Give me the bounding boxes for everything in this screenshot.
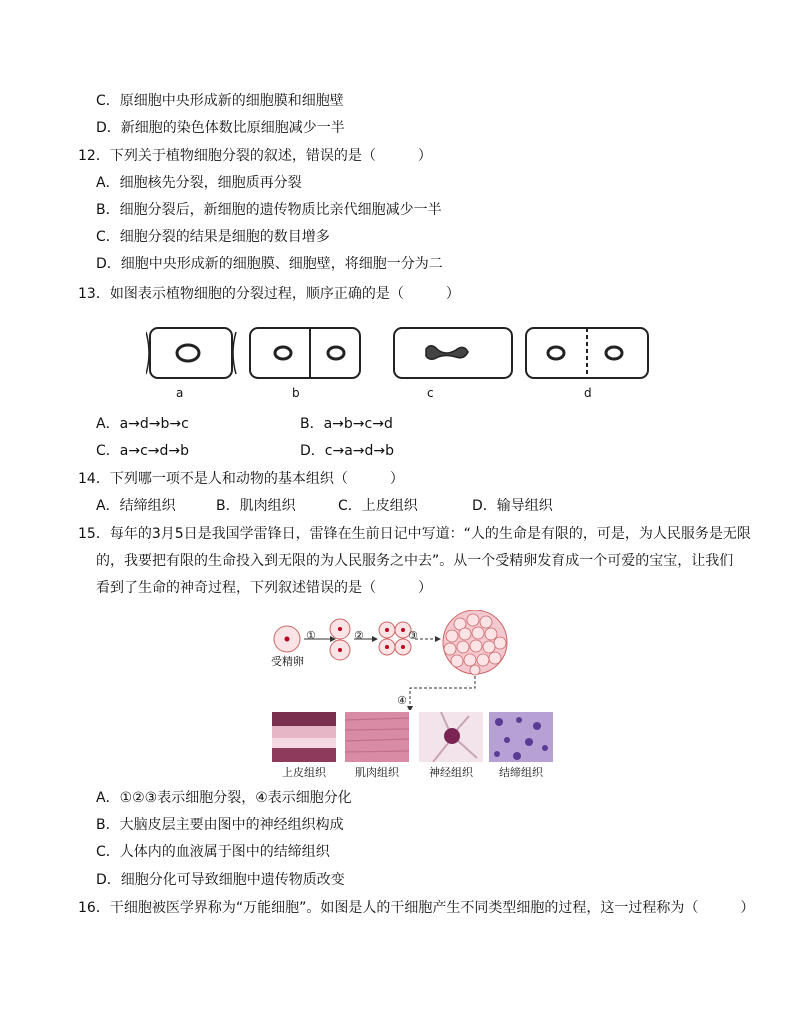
- q15-stem-line3: 看到了生命的神奇过程，下列叙述错误的是（ ）: [96, 580, 432, 596]
- q13-option-b: B．a→b→c→d: [300, 416, 393, 432]
- q12-stem: 12．下列关于植物细胞分裂的叙述，错误的是（ ）: [78, 148, 432, 164]
- q11-option-c: C．原细胞中央形成新的细胞膜和细胞壁: [96, 93, 344, 109]
- muscle-tissue-label: 肌肉组织: [355, 766, 399, 779]
- q14-option-a: A．结缔组织: [96, 498, 176, 514]
- q14-stem: 14．下列哪一项不是人和动物的基本组织（ ）: [78, 471, 404, 487]
- cell-b: [250, 328, 360, 378]
- step-2-label: ②: [354, 629, 364, 642]
- q11-option-d: D．新细胞的染色体数比原细胞减少一半: [96, 120, 345, 136]
- cell-c-label: c: [427, 386, 434, 400]
- q12-option-c: C．细胞分裂的结果是细胞的数目增多: [96, 229, 330, 245]
- nerve-tissue-label: 神经组织: [429, 766, 473, 779]
- step-4-label: ④: [397, 694, 407, 707]
- q13-option-d: D．c→a→d→b: [300, 443, 395, 459]
- cell-a-label: a: [176, 386, 184, 400]
- step-3-label: ③: [408, 629, 418, 642]
- cell-d: [526, 328, 648, 378]
- q14-option-c: C．上皮组织: [338, 498, 418, 514]
- plant-cell-division-figure: [146, 322, 654, 402]
- q13-option-c: C．a→c→d→b: [96, 443, 190, 459]
- step-1-label: ①: [306, 629, 316, 642]
- q12-option-a: A．细胞核先分裂，细胞质再分裂: [96, 175, 302, 191]
- q15-stem-line1: 15．每年的3月5日是我国学雷锋日，雷锋在生前日记中写道：“人的生命是有限的，可是，为人民服务是无限: [78, 526, 751, 542]
- q15-option-c: C．人体内的血液属于图中的结缔组织: [96, 844, 330, 860]
- zygote-label: 受精卵: [271, 655, 304, 668]
- q13-stem: 13．如图表示植物细胞的分裂过程，顺序正确的是（ ）: [78, 286, 460, 302]
- q12-option-b: B．细胞分裂后，新细胞的遗传物质比亲代细胞减少一半: [96, 202, 442, 218]
- connective-tissue-label: 结缔组织: [499, 766, 543, 779]
- nerve-tissue-image: [419, 712, 483, 762]
- embryo-development-figure: [270, 610, 560, 710]
- q14-option-d: D．输导组织: [472, 498, 553, 514]
- q15-stem-line2: 的，我要把有限的生命投入到无限的为人民服务之中去”。从一个受精卵发育成一个可爱的宝宝，让我们: [96, 553, 734, 569]
- q12-option-d: D．细胞中央形成新的细胞膜、细胞壁，将细胞一分为二: [96, 256, 443, 272]
- cell-d-label: d: [584, 386, 592, 400]
- q14-option-b: B．肌肉组织: [216, 498, 296, 514]
- epithelial-tissue-label: 上皮组织: [282, 766, 326, 779]
- q13-option-a: A．a→d→b→c: [96, 416, 189, 432]
- cell-c: [394, 328, 512, 378]
- q15-option-a: A．①②③表示细胞分裂，④表示细胞分化: [96, 790, 352, 806]
- cell-a: [146, 328, 236, 378]
- q15-option-d: D．细胞分化可导致细胞中遗传物质改变: [96, 872, 345, 888]
- q15-option-b: B．大脑皮层主要由图中的神经组织构成: [96, 817, 344, 833]
- connective-tissue-image: [489, 712, 553, 762]
- q16-stem: 16．干细胞被医学界称为“万能细胞”。如图是人的干细胞产生不同类型细胞的过程，这一过程称为（ ）: [78, 900, 755, 916]
- muscle-tissue-image: [345, 712, 409, 762]
- epithelial-tissue-image: [272, 712, 336, 762]
- cell-b-label: b: [292, 386, 300, 400]
